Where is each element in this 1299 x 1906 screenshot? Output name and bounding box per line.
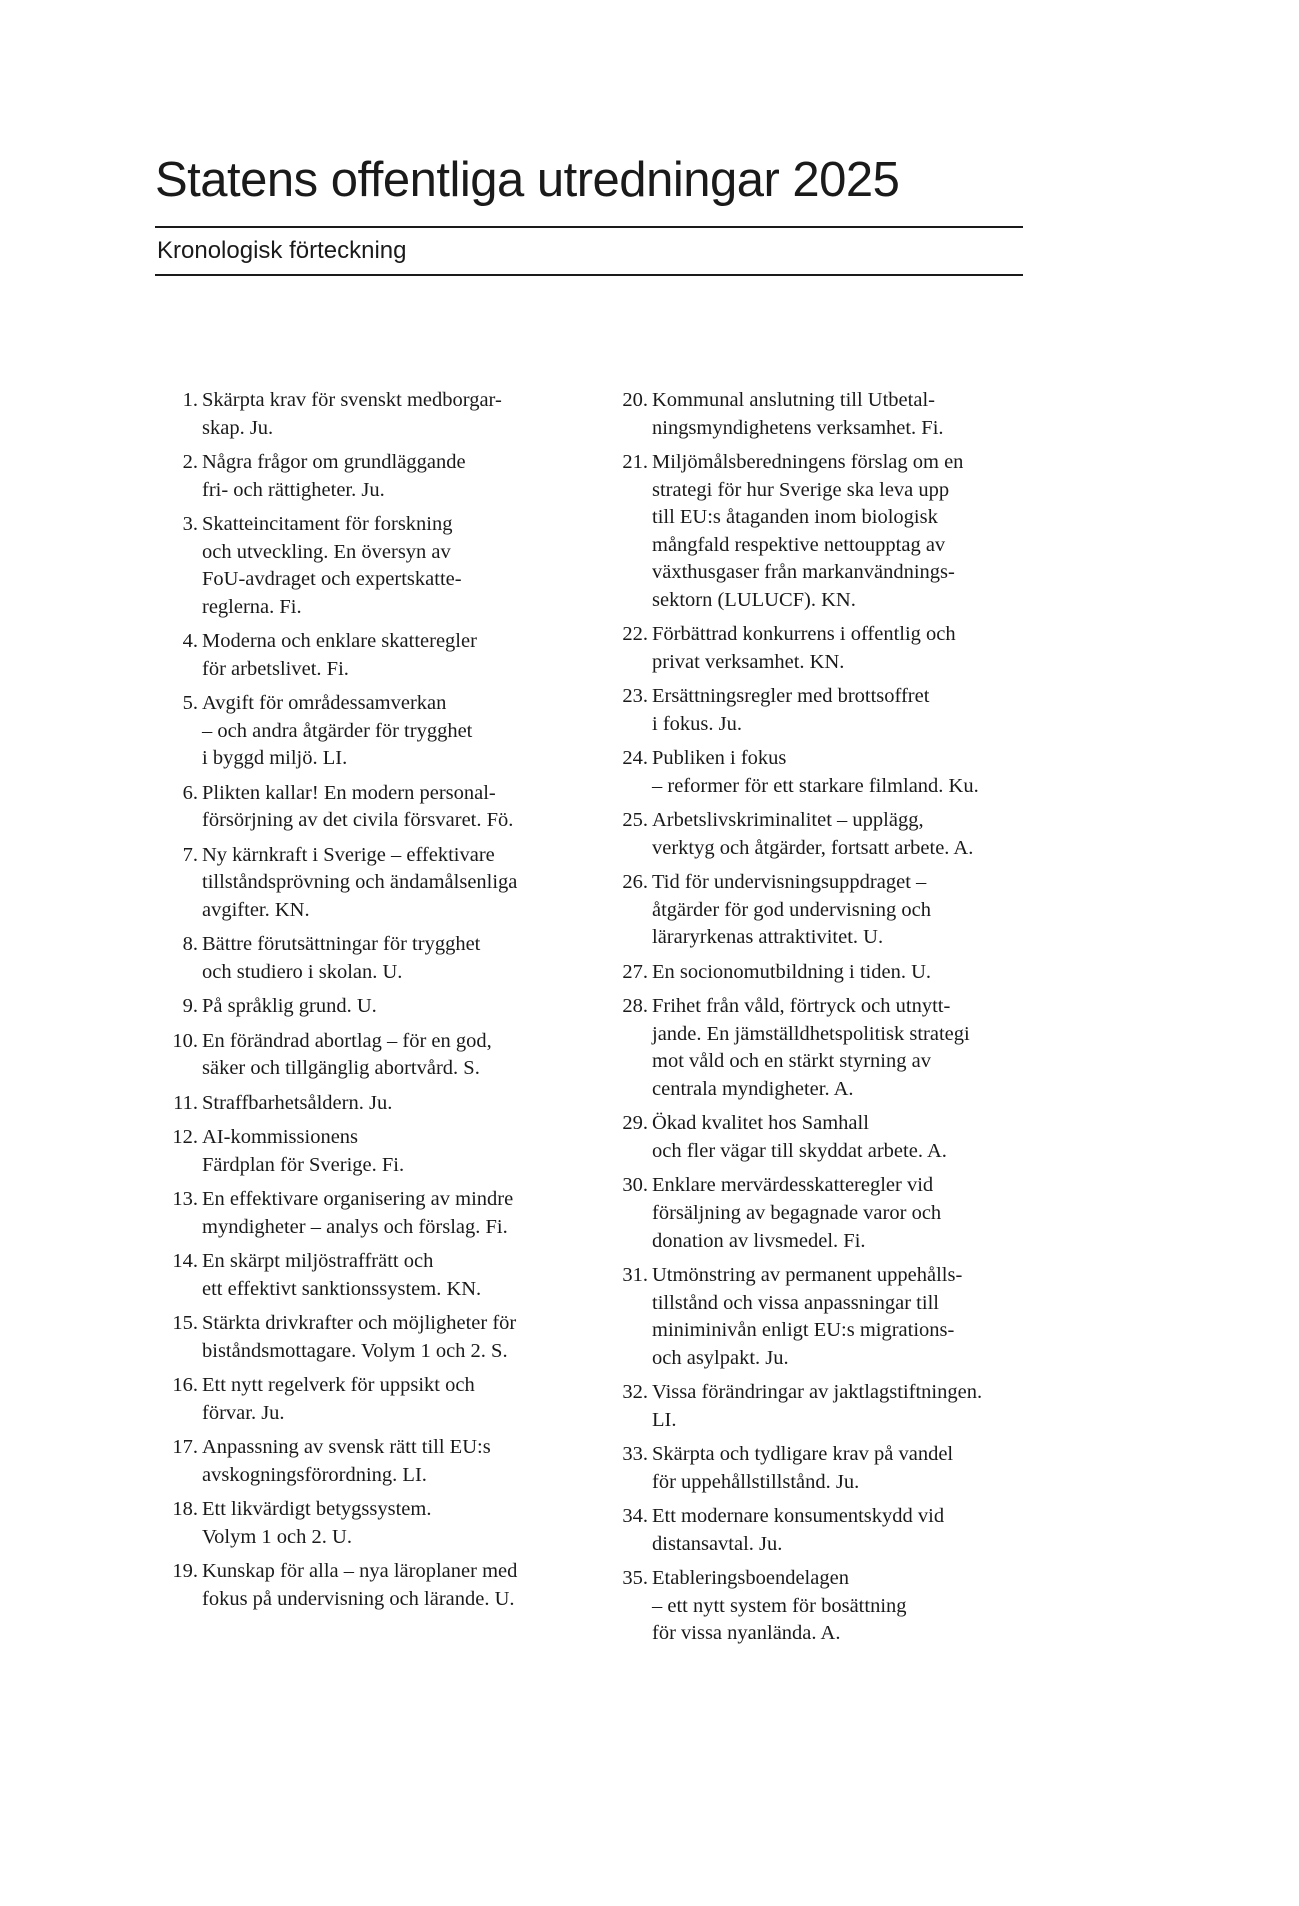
item-number: 28.	[622, 995, 648, 1018]
item-text-line: ningsmyndighetens verksamhet. Fi.	[652, 416, 944, 439]
item-number: 15.	[172, 1311, 198, 1334]
item-text-line: LI.	[652, 1408, 677, 1431]
item-text-line: AI-kommissionens	[202, 1126, 359, 1149]
item-number: 25.	[622, 809, 648, 832]
item-text-line: sektorn (LULUCF). KN.	[652, 588, 856, 611]
item-number: 1.	[182, 389, 198, 411]
item-text-line: Skatteincitament för forskning	[202, 512, 453, 535]
item-text-line: förvar. Ju.	[202, 1401, 285, 1424]
list-item	[610, 1110, 1030, 1165]
list-item	[610, 621, 1030, 676]
item-number: 26.	[622, 871, 648, 894]
item-number: 13.	[172, 1188, 198, 1210]
entry-list-left	[160, 387, 580, 1620]
item-text-line: Kommunal anslutning till Utbetal-	[652, 389, 935, 411]
list-item	[610, 1565, 1030, 1648]
item-text-line: åtgärder för god undervisning och	[652, 898, 931, 921]
item-text-line: Tid för undervisningsuppdraget –	[652, 871, 927, 894]
list-item	[160, 993, 580, 1021]
item-number: 5.	[182, 692, 198, 715]
list-item	[160, 387, 580, 442]
item-text-line: säker och tillgänglig abortvård. S.	[202, 1057, 480, 1080]
item-text-line: Förbättrad konkurrens i offentlig och	[652, 623, 956, 646]
item-text-line: Ett modernare konsumentskydd vid	[652, 1505, 945, 1528]
item-text-line: Några frågor om grundläggande	[202, 450, 466, 473]
item-text-line: mångfald respektive nettoupptag av	[652, 533, 946, 556]
item-number: 34.	[622, 1505, 648, 1528]
list-item	[160, 1310, 580, 1365]
item-text-line: centrala myndigheter. A.	[652, 1078, 854, 1101]
item-text-line: Färdplan för Sverige. Fi.	[202, 1153, 405, 1176]
page-title: Statens offentliga utredningar 2025	[155, 153, 900, 207]
list-item	[160, 1496, 580, 1551]
subtitle-rule	[155, 274, 1023, 276]
item-number: 29.	[622, 1112, 648, 1135]
item-text-line: läraryrkenas attraktivitet. U.	[652, 926, 884, 949]
item-text-line: Ersättningsregler med brottsoffret	[652, 685, 930, 708]
item-text-line: Ett nytt regelverk för uppsikt och	[202, 1373, 475, 1396]
item-number: 23.	[622, 685, 648, 708]
item-text-line: myndigheter – analys och förslag. Fi.	[202, 1215, 508, 1238]
list-item	[610, 449, 1030, 615]
item-number: 2.	[182, 450, 198, 473]
item-text-line: för arbetslivet. Fi.	[202, 657, 349, 680]
list-item	[610, 1379, 1030, 1434]
item-text-line: Moderna och enklare skatteregler	[202, 630, 477, 653]
item-text-line: En förändrad abortlag – för en god,	[202, 1029, 492, 1052]
item-number: 20.	[622, 389, 648, 411]
item-text-line: fri- och rättigheter. Ju.	[202, 478, 385, 501]
item-text-line: och asylpakt. Ju.	[652, 1346, 789, 1369]
list-item	[160, 1434, 580, 1489]
item-text-line: Avgift för områdessamverkan	[202, 692, 447, 715]
item-text-line: Ny kärnkraft i Sverige – effektivare	[202, 843, 495, 866]
item-number: 31.	[622, 1263, 648, 1286]
list-item	[610, 387, 1030, 442]
item-number: 10.	[172, 1029, 198, 1052]
list-item	[610, 1172, 1030, 1255]
item-text-line: Skärpta krav för svenskt medborgar-	[202, 389, 502, 411]
item-number: 18.	[172, 1497, 198, 1520]
list-item	[610, 959, 1030, 987]
item-text-line: biståndsmottagare. Volym 1 och 2. S.	[202, 1339, 508, 1362]
item-number: 19.	[172, 1559, 198, 1582]
item-text-line: och fler vägar till skyddat arbete. A.	[652, 1140, 947, 1163]
item-text-line: distansavtal. Ju.	[652, 1532, 783, 1555]
item-number: 3.	[182, 512, 198, 535]
item-text-line: – reformer för ett starkare filmland. Ku.	[652, 774, 979, 797]
list-item	[160, 1028, 580, 1083]
item-text-line: för vissa nyanlända. A.	[652, 1622, 841, 1645]
item-number: 21.	[622, 450, 648, 473]
item-text-line: Vissa förändringar av jaktlagstiftningen.	[652, 1381, 983, 1404]
item-text-line: – och andra åtgärder för trygghet	[202, 719, 473, 742]
item-text-line: verktyg och åtgärder, fortsatt arbete. A.	[652, 836, 974, 859]
item-number: 24.	[622, 747, 648, 770]
item-text-line: reglerna. Fi.	[202, 595, 302, 618]
item-number: 11.	[173, 1091, 198, 1114]
page-subtitle: Kronologisk förteckning	[157, 237, 407, 264]
item-text-line: Kunskap för alla – nya läroplaner med	[202, 1559, 518, 1582]
list-item	[610, 869, 1030, 952]
item-text-line: jande. En jämställdhetspolitisk strategi	[652, 1022, 970, 1045]
list-item	[160, 1186, 580, 1241]
item-text-line: Enklare mervärdesskatteregler vid	[652, 1174, 934, 1197]
item-number: 22.	[622, 623, 648, 646]
item-text-line: donation av livsmedel. Fi.	[652, 1229, 866, 1252]
item-text-line: Ökad kvalitet hos Samhall	[652, 1112, 869, 1135]
item-text-line: Frihet från våld, förtryck och utnytt-	[652, 995, 951, 1018]
list-item	[160, 628, 580, 683]
title-rule	[155, 226, 1023, 228]
item-text-line: En effektivare organisering av mindre	[202, 1188, 514, 1210]
list-item	[160, 1248, 580, 1303]
item-text-line: försörjning av det civila försvaret. Fö.	[202, 809, 514, 832]
item-text-line: Miljömålsberedningens förslag om en	[652, 450, 964, 473]
item-text-line: och studiero i skolan. U.	[202, 960, 403, 983]
item-number: 16.	[172, 1373, 198, 1396]
list-item	[160, 1090, 580, 1118]
item-text-line: Anpassning av svensk rätt till EU:s	[202, 1435, 491, 1458]
list-item	[160, 449, 580, 504]
item-text-line: fokus på undervisning och lärande. U.	[202, 1587, 515, 1610]
item-text-line: tillståndsprövning och ändamålsenliga	[202, 871, 518, 894]
item-text-line: avgifter. KN.	[202, 898, 310, 921]
item-number: 30.	[622, 1174, 648, 1197]
item-text-line: – ett nytt system för bosättning	[652, 1594, 907, 1617]
item-text-line: Stärkta drivkrafter och möjligheter för	[202, 1311, 517, 1334]
item-number: 35.	[622, 1567, 648, 1590]
item-text-line: Utmönstring av permanent uppehålls-	[652, 1263, 963, 1286]
list-item	[160, 511, 580, 621]
item-number: 8.	[182, 933, 198, 956]
item-text-line: FoU-avdraget och expertskatte-	[202, 568, 462, 591]
item-text-line: strategi för hur Sverige ska leva upp	[652, 478, 950, 501]
item-number: 14.	[172, 1249, 198, 1272]
item-number: 9.	[182, 995, 198, 1018]
item-text-line: Ett likvärdigt betygssystem.	[202, 1497, 432, 1520]
item-text-line: försäljning av begagnade varor och	[652, 1202, 942, 1224]
item-text-line: Arbetslivskriminalitet – upplägg,	[652, 809, 924, 832]
entry-list-right	[610, 387, 1030, 1655]
item-number: 33.	[622, 1443, 648, 1466]
item-text-line: Volym 1 och 2. U.	[202, 1525, 352, 1548]
list-item	[610, 683, 1030, 738]
item-number: 7.	[182, 843, 198, 866]
item-number: 12.	[172, 1126, 198, 1149]
list-item	[160, 1124, 580, 1179]
list-item	[160, 842, 580, 925]
item-text-line: privat verksamhet. KN.	[652, 650, 845, 673]
item-text-line: växthusgaser från markanvändnings-	[652, 561, 955, 584]
item-text-line: ett effektivt sanktionssystem. KN.	[202, 1277, 482, 1300]
item-text-line: och utveckling. En översyn av	[202, 540, 451, 563]
list-item	[160, 1372, 580, 1427]
item-text-line: På språklig grund. U.	[202, 995, 377, 1018]
item-text-line: Publiken i fokus	[652, 747, 787, 770]
list-item	[610, 1441, 1030, 1496]
list-item	[610, 993, 1030, 1103]
list-item	[610, 745, 1030, 800]
list-item	[160, 690, 580, 773]
item-text-line: skap. Ju.	[202, 416, 274, 439]
item-text-line: i byggd miljö. LI.	[202, 747, 348, 770]
list-item	[160, 1558, 580, 1613]
list-item	[610, 1503, 1030, 1558]
item-text-line: En skärpt miljöstraffrätt och	[202, 1249, 434, 1272]
item-text-line: i fokus. Ju.	[652, 712, 742, 735]
item-text-line: miniminivån enligt EU:s migrations-	[652, 1319, 955, 1342]
item-number: 4.	[182, 630, 198, 653]
list-item	[610, 807, 1030, 862]
item-number: 17.	[172, 1435, 198, 1458]
list-item	[160, 780, 580, 835]
item-text-line: Skärpta och tydligare krav på vandel	[652, 1443, 954, 1466]
list-item	[610, 1262, 1030, 1372]
item-text-line: tillstånd och vissa anpassningar till	[652, 1291, 939, 1314]
item-text-line: Etableringsboendelagen	[652, 1567, 849, 1590]
item-text-line: En socionomutbildning i tiden. U.	[652, 960, 932, 983]
list-item	[160, 931, 580, 986]
item-text-line: till EU:s åtaganden inom biologisk	[652, 506, 938, 529]
item-text-line: Bättre förutsättningar för trygghet	[202, 933, 481, 956]
item-text-line: Plikten kallar! En modern personal-	[202, 781, 496, 804]
item-text-line: för uppehållstillstånd. Ju.	[652, 1470, 860, 1493]
item-number: 6.	[182, 781, 198, 804]
item-text-line: mot våld och en stärkt styrning av	[652, 1050, 931, 1073]
item-number: 27.	[622, 960, 648, 983]
item-text-line: Straffbarhetsåldern. Ju.	[202, 1091, 393, 1114]
item-number: 32.	[622, 1381, 648, 1404]
item-text-line: avskogningsförordning. LI.	[202, 1463, 427, 1486]
